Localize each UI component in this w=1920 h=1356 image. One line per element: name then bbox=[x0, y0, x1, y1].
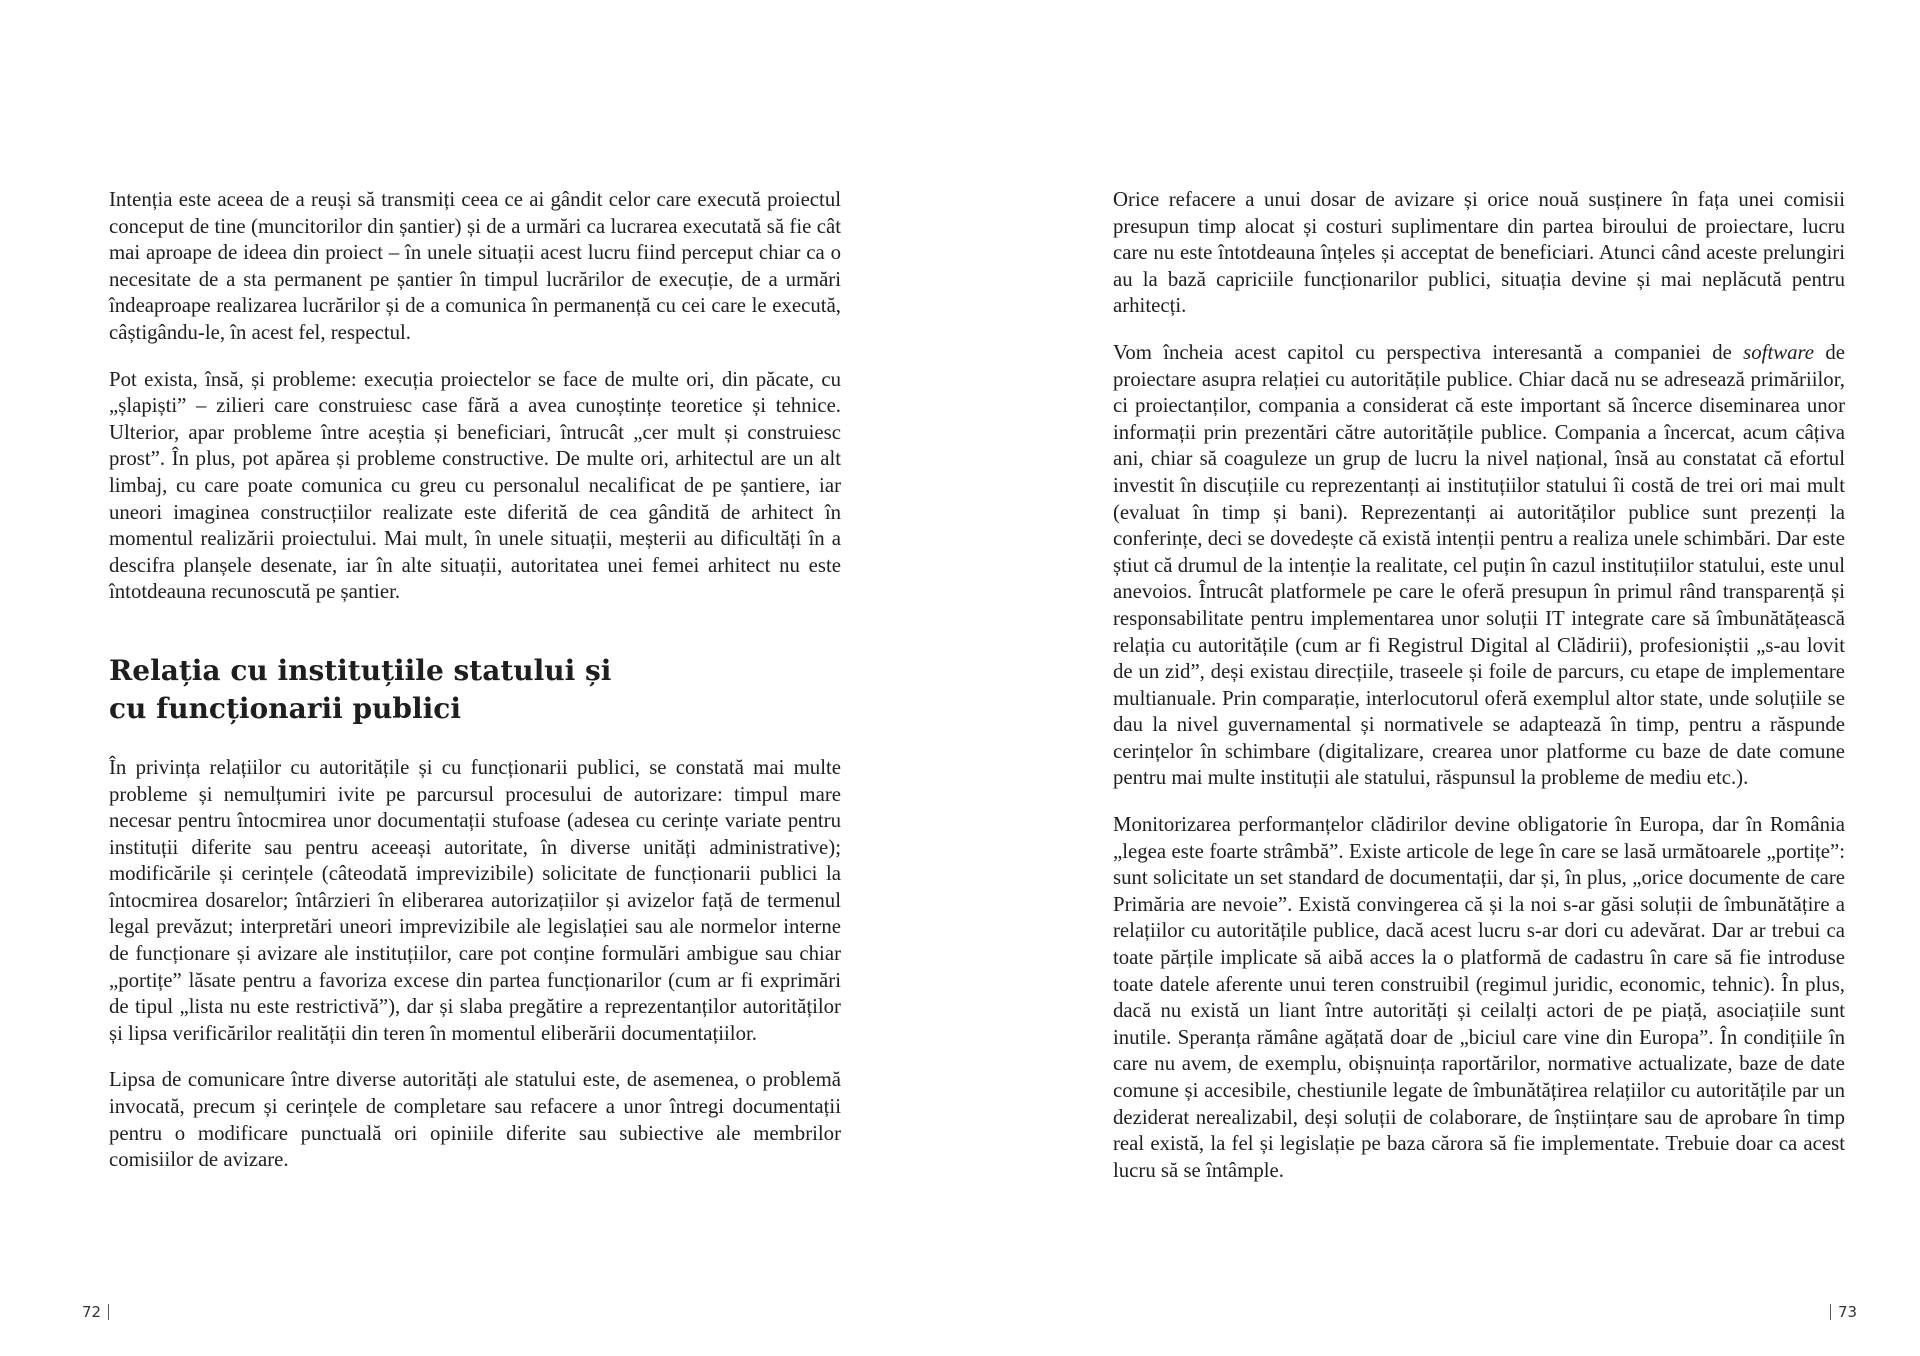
paragraph: Monitorizarea performanțelor clădirilor devine obligatorie în Europa, dar în România „legea este foarte strâmbă”. Existe articole de lege în care se lasă următoarele „portițe”: sunt solicitate un set standard de documentații, dar și, în plus, „orice documente de care Primăria are nevoie”. Există convingerea că și la noi s-ar găsi soluții de îmbunătățire a relațiilor cu autoritățile publice, dacă acest lucru s-ar dori cu adevărat. Dar ar trebui ca toate părțile implicate să aibă acces la o platformă de cadastru în care să fie introduse toate datele aferente unui teren construibil (regimul juridic, economic, tehnic). În plus, dacă nu există un liant între autorități și ceilalți actori de pe piață, asociațiile sunt inutile. Speranța rămâne agățată doar de „biciul care vine din Europa”. În condițiile în care nu avem, de exemplu, obișnuința raportărilor, normative actualizate, baze de date comune și accesibile, chestiunile legate de îmbunătățirea relațiilor cu autoritățile par un deziderat nerealizabil, deși soluții de colaborare, de înștiințare sau de aprobare în timp real există, la fel și legislație pe baza cărora să fie implementate. Trebuie doar ca acest lucru să se întâmple. bbox=[1113, 813, 1845, 1182]
paragraph: Lipsa de comunicare între diverse autorități ale statului este, de asemenea, o problemă invocată, precum și cerințele de completare sau refacere a unor întregi documentații pentru o modificare punctuală ori opiniile diferite sau subiective ale membrilor comisiilor de avizare. bbox=[109, 1068, 841, 1172]
paragraph-text: Vom încheia acest capitol cu perspectiva interesantă a companiei de bbox=[1113, 340, 1744, 364]
italic-term: software bbox=[1743, 340, 1815, 364]
section-heading: Relația cu instituțiile statului și cu funcționarii publici bbox=[109, 653, 612, 725]
paragraph: În privința relațiilor cu autoritățile și cu funcționarii publici, se constată mai multe probleme și nemulțumiri ivite pe parcursul procesului de autorizare: timpul mare necesar pentru întocmirea unor documentații stufoase (adesea cu cerințe variate pentru instituții diferite sau pentru aceeași autoritate, în diverse unități administrative); modificările și cerințele (câteodată imprevizibile) solicitate de funcționarii publici la întocmirea dosarelor; întârzieri în eliberarea autorizațiilor și avizelor față de termenul legal prevăzut; interpretări uneori imprevizibile ale legislației sau ale normelor interne de funcționare și avizare ale instituțiilor, care pot conține formulări ambigue sau chiar „portițe” lăsate pentru a favoriza excese din partea funcționarilor (cum ar fi exprimări de tipul „lista nu este restrictivă”), dar și slaba pregătire a reprezentanților autorităților și lipsa verificărilor realității din teren în momentul eliberării documentațiilor. bbox=[109, 755, 841, 1045]
paragraph: Pot exista, însă, și probleme: execuția proiectelor se face de multe ori, din păcate, cu „șlapiști” – zilieri care construiesc case fără a avea cunoștințe teoretice și tehnice. Ulterior, apar probleme între aceștia și beneficiari, întrucât „cer mult și construiesc prost”. În plus, pot apărea și probleme constructive. De multe ori, arhitectul are un alt limbaj, cu care poate comunica cu greu cu personalul necalificat de pe șantiere, iar uneori imaginea construcțiilor realizate este diferită de cea gândită de arhitect în momentul realizării proiectului. Mai mult, în unele situații, meșterii au dificultăți în a descifra planșele desenate, iar în alte situații, autoritatea unei femei arhitect nu este întotdeauna recunoscută pe șantier. bbox=[109, 367, 841, 604]
left-text-column bbox=[109, 187, 841, 1194]
page-number-left bbox=[82, 1302, 109, 1322]
page-number-divider bbox=[1830, 1304, 1831, 1320]
page-number-text: 72 bbox=[82, 1303, 102, 1321]
right-page bbox=[960, 0, 1920, 1356]
page-number-right bbox=[1830, 1302, 1857, 1322]
paragraph: Orice refacere a unui dosar de avizare și orice nouă susținere în fața unei comisii presupun timp alocat și costuri suplimentare din partea biroului de proiectare, lucru care nu este întotdeauna înțeles și acceptat de beneficiari. Atunci când aceste prelungiri au la bază capriciile funcționarilor publici, situația devine și mai neplăcută pentru arhitecți. bbox=[1113, 188, 1845, 318]
page-number-text: 73 bbox=[1838, 1303, 1858, 1321]
paragraph-text: de proiectare asupra relației cu autoritățile publice. Chiar dacă nu se adresează primăriilor, ci proiectanților, compania a considerat că este important să încerce diseminarea unor informații prin prezentări către autoritățile publice. Compania a încercat, acum câțiva ani, chiar să coaguleze un grup de lucru la nivel național, însă au constatat că efortul investit în discuțiile cu reprezentanți ai instituțiilor statului îi costă de trei ori mai mult (evaluat în timp și bani). Reprezentanți ai autorităților publice sunt prezenți la conferințe, deci se dovedește că există intenții pentru a realiza unele schimbări. Dar este știut că drumul de la intenție la realitate, cel puțin în cazul instituțiilor statului, este unul anevoios. Întrucât platformele pe care le oferă presupun în primul rând transparență și responsabilitate pentru implementarea unor soluții IT integrate care să îmbunătățească relația cu autoritățile (cum ar fi Registrul Digital al Clădirii), profesioniștii „s-au lovit de un zid”, deși existau direcțiile, traseele și foile de parcurs, cu etape de implementare multianuale. Prin comparație, interlocutorul oferă exemplul altor state, unde soluțiile se dau la nivel guvernamental și normativele se adaptează în timp, pentru a răspunde cerințelor în schimbare (digitalizare, crearea unor platforme cu baze de date comune pentru mai multe instituții ale statului, răspunsul la probleme de mediu etc.). bbox=[1113, 340, 1845, 790]
right-text-column bbox=[1113, 187, 1845, 1204]
paragraph: Intenția este aceea de a reuși să transmiți ceea ce ai gândit celor care execută proiectul conceput de tine (muncitorilor din șantier) și de a urmări ca lucrarea executată să fie cât mai aproape de ideea din proiect – în unele situații acest lucru fiind perceput chiar ca o necesitate de a sta permanent pe șantier în timpul lucrărilor de execuție, de a urmări îndeaproape realizarea lucrărilor și de a comunica în permanență cu cei care le execută, câștigându-le, în acest fel, respectul. bbox=[109, 188, 841, 344]
page-number-divider bbox=[108, 1304, 109, 1320]
paragraph bbox=[1113, 340, 1845, 792]
